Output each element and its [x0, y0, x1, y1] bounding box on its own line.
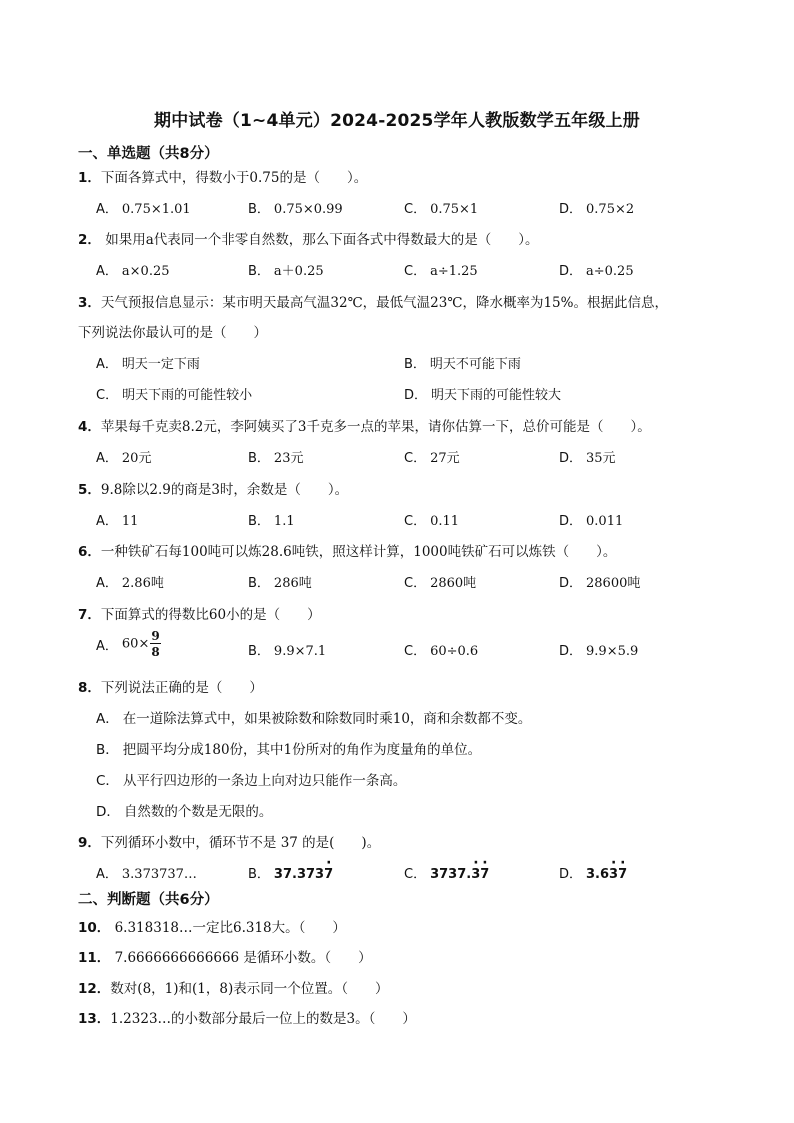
question-text: 7.6666666666666 是循环小数。（ ）	[110, 950, 372, 966]
question-9-options	[96, 863, 736, 883]
option-d: D． 3.6· 3· 7	[559, 863, 627, 882]
option-a: A． 11	[96, 514, 139, 529]
question-9	[78, 831, 380, 851]
question-number: 8．	[78, 680, 101, 696]
option-a: A． 20元	[96, 451, 152, 466]
option-d: D． a÷0.25	[559, 264, 634, 279]
question-3-options-row1	[96, 353, 736, 373]
question-1	[78, 166, 367, 186]
question-text: 1.2323…的小数部分最后一位上的数是3。（ ）	[110, 1011, 416, 1027]
question-2-options	[96, 260, 736, 280]
option-d: D． 9.9×5.9	[559, 644, 639, 659]
question-number: 10．	[78, 920, 111, 936]
question-2	[78, 228, 539, 248]
question-1-options	[96, 198, 736, 218]
question-13	[78, 1007, 416, 1027]
question-number: 6．	[78, 544, 101, 560]
question-3-options-row2	[96, 384, 736, 404]
option-c: C． a÷1.25	[404, 264, 478, 279]
question-number: 11．	[78, 950, 111, 966]
question-text: 下列说法正确的是（ ）	[100, 680, 263, 696]
option-a: A． 明天一定下雨	[96, 357, 200, 372]
option-c: C． 明天下雨的可能性较小	[96, 388, 253, 403]
section-heading-true-false: 二、判断题（共6分）	[78, 892, 219, 908]
option-b: B． 把圆平均分成180份，其中1份所对的角作为度量角的单位。	[96, 742, 482, 758]
question-3-continued: 下列说法你最认可的是（ ）	[78, 325, 267, 341]
question-number: 9．	[78, 835, 101, 851]
option-d: D． 35元	[559, 451, 616, 466]
option-c: C． 60÷0.6	[404, 644, 479, 659]
option-d: D． 自然数的个数是无限的。	[96, 804, 273, 820]
question-6	[78, 540, 616, 560]
question-5	[78, 478, 348, 498]
question-4	[78, 415, 651, 435]
question-11	[78, 946, 372, 966]
option-a: A． 在一道除法算式中，如果被除数和除数同时乘10，商和余数都不变。	[96, 711, 532, 727]
option-c: C． 0.11	[404, 514, 460, 529]
question-3	[78, 291, 668, 311]
option-a: A． 2.86吨	[96, 576, 164, 591]
option-c: C． 3737.· 3· 7	[404, 863, 489, 882]
question-text: 数对(8，1)和(1，8)表示同一个位置。（ ）	[110, 981, 389, 997]
question-5-options	[96, 510, 736, 530]
question-number: 2．	[78, 232, 101, 248]
option-c: C． 27元	[404, 451, 460, 466]
option-a: A． a×0.25	[96, 264, 170, 279]
option-c: C． 2860吨	[404, 576, 477, 591]
option-d: D． 0.011	[559, 514, 624, 529]
question-number: 13．	[78, 1011, 111, 1027]
option-c: C． 0.75×1	[404, 202, 479, 217]
question-text: 天气预报信息显示：某市明天最高气温32℃，最低气温23℃，降水概率为15%。根据此信息，	[100, 295, 668, 311]
question-number: 1．	[78, 170, 101, 186]
question-text: 下面算式的得数比60小的是（ ）	[100, 607, 321, 623]
question-number: 4．	[78, 419, 101, 435]
question-8	[78, 676, 263, 696]
page-title: 期中试卷（1~4单元）2024-2025学年人教版数学五年级上册	[154, 111, 640, 131]
option-b: B． 明天不可能下雨	[404, 357, 521, 372]
question-number: 7．	[78, 607, 101, 623]
option-d: D． 0.75×2	[559, 202, 635, 217]
question-6-options	[96, 572, 736, 592]
question-7-options	[96, 630, 736, 668]
option-b: B． 0.75×0.99	[248, 202, 343, 217]
option-a: A． 60× $\frac{9}{8}$	[96, 629, 160, 659]
question-12	[78, 977, 388, 997]
option-c: C． 从平行四边形的一条边上向对边只能作一条高。	[96, 773, 407, 789]
question-text: 6.318318…一定比6.318大。（ ）	[110, 920, 346, 936]
option-b: B． 9.9×7.1	[248, 644, 327, 659]
question-text: 下列循环小数中，循环节不是 37 的是( )。	[100, 835, 381, 851]
option-a: A． 0.75×1.01	[96, 202, 191, 217]
option-a: A． 3.373737…	[96, 867, 197, 882]
option-d: D． 明天下雨的可能性较大	[404, 388, 562, 403]
question-10	[78, 916, 346, 936]
question-text: 如果用a代表同一个非零自然数，那么下面各式中得数最大的是（ ）。	[100, 232, 539, 248]
option-b: B． a＋0.25	[248, 264, 324, 279]
option-b: B． 23元	[248, 451, 304, 466]
question-text: 下面各算式中，得数小于0.75的是（ ）。	[100, 170, 368, 186]
question-4-options	[96, 447, 736, 467]
question-text: 苹果每千克卖8.2元，李阿姨买了3千克多一点的苹果，请你估算一下，总价可能是（ ）。	[100, 419, 651, 435]
question-text: 一种铁矿石每100吨可以炼28.6吨铁，照这样计算，1000吨铁矿石可以炼铁（ ）。	[100, 544, 617, 560]
option-d: D． 28600吨	[559, 576, 641, 591]
question-number: 5．	[78, 482, 101, 498]
section-heading-single-choice: 一、单选题（共8分）	[78, 146, 219, 162]
question-text: 9.8除以2.9的商是3时，余数是（ ）。	[100, 482, 349, 498]
question-number: 3．	[78, 295, 101, 311]
fraction-nine-eighths: $\frac{9}{8}$	[151, 629, 160, 659]
option-b: B． 286吨	[248, 576, 312, 591]
option-b: B． 37.373· 7	[248, 863, 333, 882]
question-7	[78, 603, 321, 623]
question-number: 12．	[78, 981, 111, 997]
option-b: B． 1.1	[248, 514, 295, 529]
